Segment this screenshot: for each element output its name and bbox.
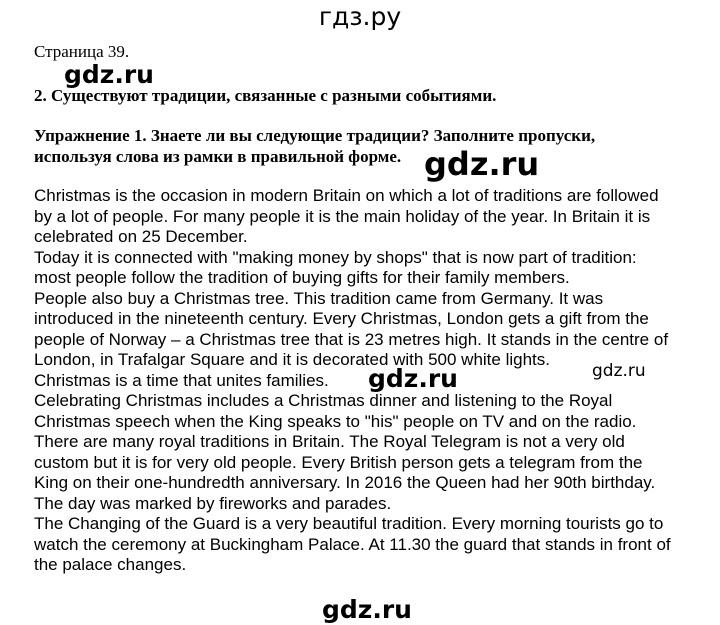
watermark: gdz.ru [424, 145, 540, 183]
watermark: gdz.ru [64, 60, 154, 89]
section-heading: 2. Существуют традиции, связанные с разными событиями. [34, 86, 497, 105]
site-title: гдз.ру [318, 2, 402, 31]
paragraph: There are many royal traditions in Britain. The Royal Telegram is not a very old custom but it is for very old people. Every British person gets a telegram from the King on their one-hundredth anniversary. In 2016 the Queen had her 90th birthday. The day was marked by fireworks and parades. [34, 432, 656, 513]
paragraph: Today it is connected with "making money by shops" that is now part of tradition: most people follow the tradition of buying gifts for their family members. [34, 247, 637, 287]
watermark: gdz.ru [322, 595, 412, 624]
watermark: gdz.ru [368, 364, 458, 393]
paragraph: Celebrating Christmas includes a Christmas dinner and listening to the Royal Christmas speech when the King speaks to "his" people on TV and on the radio. [34, 391, 637, 431]
paragraph: People also buy a Christmas tree. This tradition came from Germany. It was introduced in the nineteenth century. Every Christmas, London gets a gift from the people of Norway – a Christmas tree that is 23 metres high. It stands in the centre of London, in Trafalgar Square and it is decorated with 500 white lights. [34, 288, 669, 369]
exercise-text [34, 186, 674, 576]
paragraph: The Changing of the Guard is a very beautiful tradition. Every morning tourists go to watch the ceremony at Buckingham Palace. At 11.30 the guard that stands in front of the palace changes. [34, 514, 671, 574]
paragraph: Christmas is the occasion in modern Britain on which a lot of traditions are followed by a lot of people. For many people it is the main holiday of the year. In Britain it is celebrated on 25 December. [34, 186, 659, 246]
page-number-label: Страница 39. [34, 42, 130, 61]
paragraph: Christmas is a time that unites families. [34, 370, 329, 390]
watermark: gdz.ru [592, 361, 646, 381]
exercise-heading: Упражнение 1. Знаете ли вы следующие традиции? Заполните пропуски, используя слова из рамки в правильной форме. [34, 126, 596, 166]
